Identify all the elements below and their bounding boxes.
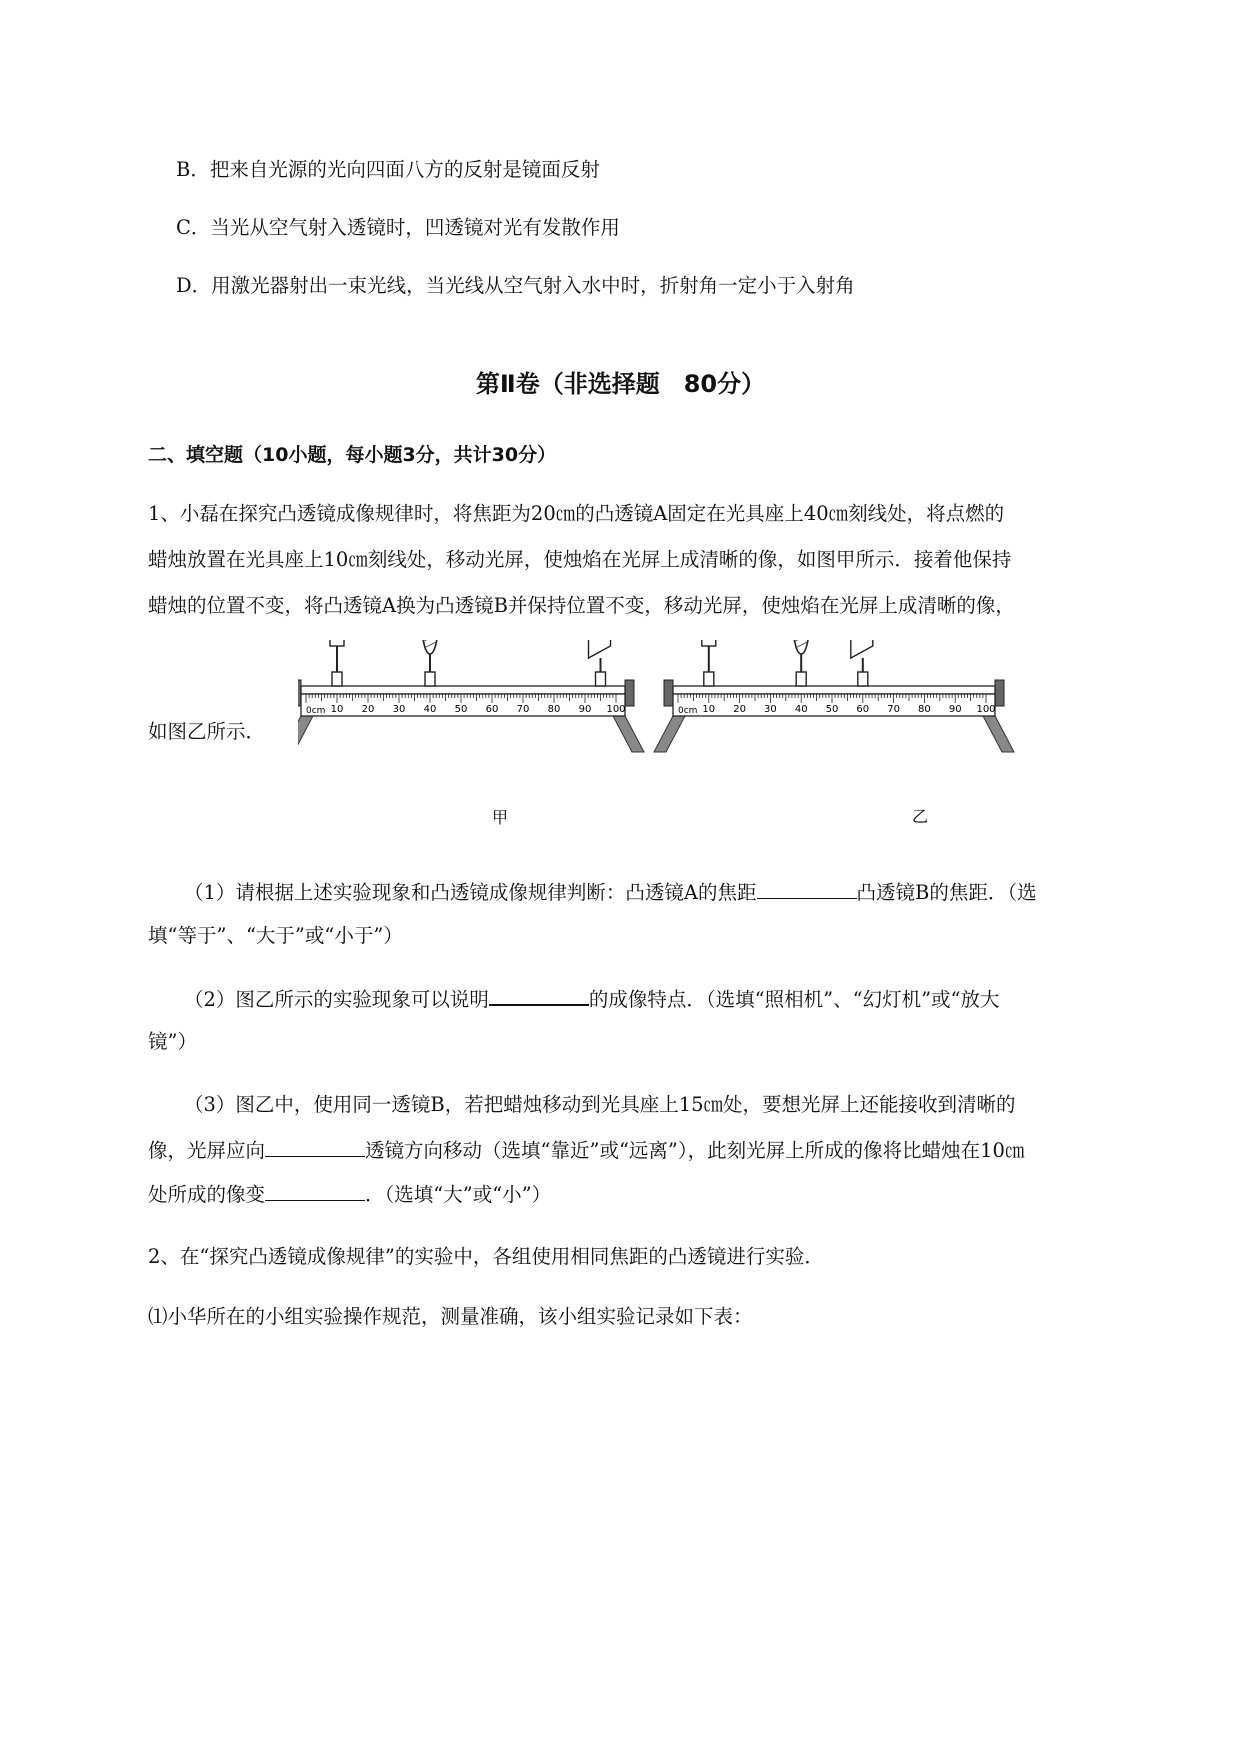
scale-tick-label: 70 [516,704,530,715]
answer-blank-2[interactable] [489,986,589,1006]
q1-sub1-text-a: （1）请根据上述实验现象和凸透镜成像规律判断：凸透镜A的焦距 [184,881,757,904]
q2-line2: ⑴小华所在的小组实验操作规范，测量准确，该小组实验记录如下表： [148,1305,753,1328]
screen-panel [851,640,873,658]
scale-tick-label: 30 [392,704,406,715]
answer-blank-3[interactable] [265,1138,365,1157]
scale-unit: 0cm [306,706,326,716]
q1-sub2-line2: 镜”） [148,1030,197,1053]
scale-tick-label: 80 [547,704,561,715]
scale-tick-label: 100 [976,704,996,715]
optical-bench-figure [298,640,1118,830]
candle-holder [332,672,342,686]
q1-sub3-text-c2: ．（选填“大”或“小”） [365,1183,552,1206]
bench-rail [673,686,995,694]
scale-tick-label: 60 [856,704,870,715]
q1-sub2-text-a: （2）图乙所示的实验现象可以说明 [184,988,489,1011]
bench-leg [654,714,686,752]
scale-tick-label: 10 [330,704,344,715]
bench-end [625,680,634,706]
q1-sub1-text-b: 凸透镜B的焦距．（选 [856,881,1037,904]
caption-yi: 乙 [911,807,929,826]
scale-tick-label: 50 [454,704,468,715]
scale-tick-label: 20 [733,704,746,715]
candle-holder [704,672,714,686]
q1-sub1-line2: 填“等于”、“大于”或“小于”） [148,924,403,947]
scale-tick-label: 70 [887,704,900,715]
scale-tick-label: 30 [764,704,777,715]
q1-sub3-line2 [148,1138,1024,1163]
q1-sub2-line1 [148,986,1000,1012]
section-title: 二、填空题（10小题，每小题3分，共计30分） [148,444,557,466]
bench-rail [301,686,625,694]
answer-blank-1[interactable] [757,880,857,899]
scale-tick-label: 20 [361,704,375,715]
scale-tick-label: 60 [485,704,499,715]
bench-end [995,680,1004,706]
scale-tick-label: 90 [578,704,592,715]
q1-sub3-text-b2: 透镜方向移动（选填“靠近”或“远离”），此刻光屏上所成的像将比蜡烛在10㎝ [365,1139,1025,1162]
option-b: B．把来自光源的光向四面八方的反射是镜面反射 [176,158,600,181]
scale-tick-label: 10 [702,704,716,715]
scale-tick-label: 90 [948,704,962,715]
candle-body [702,640,716,646]
q1-line1: 1、小磊在探究凸透镜成像规律时，将焦距为20㎝的凸透镜A固定在光具座上40㎝刻线处，将点燃的 [148,502,1005,525]
screen-holder [596,672,606,686]
candle-body [330,640,344,646]
option-d: D．用激光器射出一束光线，当光线从空气射入水中时，折射角一定小于入射角 [176,274,855,297]
scale-tick-label: 50 [825,704,839,715]
bench-leg [612,714,644,752]
q2-line1: 2、在“探究凸透镜成像规律”的实验中，各组使用相同焦距的凸透镜进行实验． [148,1245,824,1268]
lens-holder [796,672,806,686]
bench-yi [654,640,1014,752]
option-c: C．当光从空气射入透镜时，凹透镜对光有发散作用 [176,216,620,239]
screen-holder [858,672,868,686]
bench-leg [298,714,314,752]
q1-sub3-text-c1: 处所成的像变 [148,1183,266,1206]
q1-line4: 如图乙所示． [148,720,266,743]
q1-sub3-text-a: （3）图乙中，使用同一透镜B，若把蜡烛移动到光具座上15㎝处，要想光屏上还能接收到清晰的 [184,1093,1016,1116]
scale-tick-label: 100 [606,704,626,715]
bench-leg [982,714,1014,752]
scale-tick-label: 40 [794,704,808,715]
screen-panel [589,640,611,658]
q1-sub3-text-b1: 像，光屏应向 [148,1139,266,1162]
bench-jia [298,640,644,752]
bench-end [664,680,673,706]
q1-sub3-line1 [148,1093,1016,1117]
scale-tick-label: 40 [423,704,437,715]
lens-holder [425,672,435,686]
q1-line3: 蜡烛的位置不变，将凸透镜A换为凸透镜B并保持位置不变，移动光屏，使烛焰在光屏上成清晰的像， [148,594,1015,617]
answer-blank-4[interactable] [265,1182,365,1201]
q1-sub1-line1 [148,880,1037,905]
q1-sub3-line3 [148,1182,551,1207]
caption-jia: 甲 [491,808,509,827]
scale-tick-label: 80 [918,704,931,715]
q1-sub2-text-b: 的成像特点．（选填“照相机”、“幻灯机”或“放大 [588,988,1000,1011]
q1-line2: 蜡烛放置在光具座上10㎝刻线处，移动光屏，使烛焰在光屏上成清晰的像，如图甲所示．接着他保持 [148,548,1012,571]
part-title: 第Ⅱ卷（非选择题 80分） [475,370,766,398]
scale-unit: 0cm [678,706,698,716]
